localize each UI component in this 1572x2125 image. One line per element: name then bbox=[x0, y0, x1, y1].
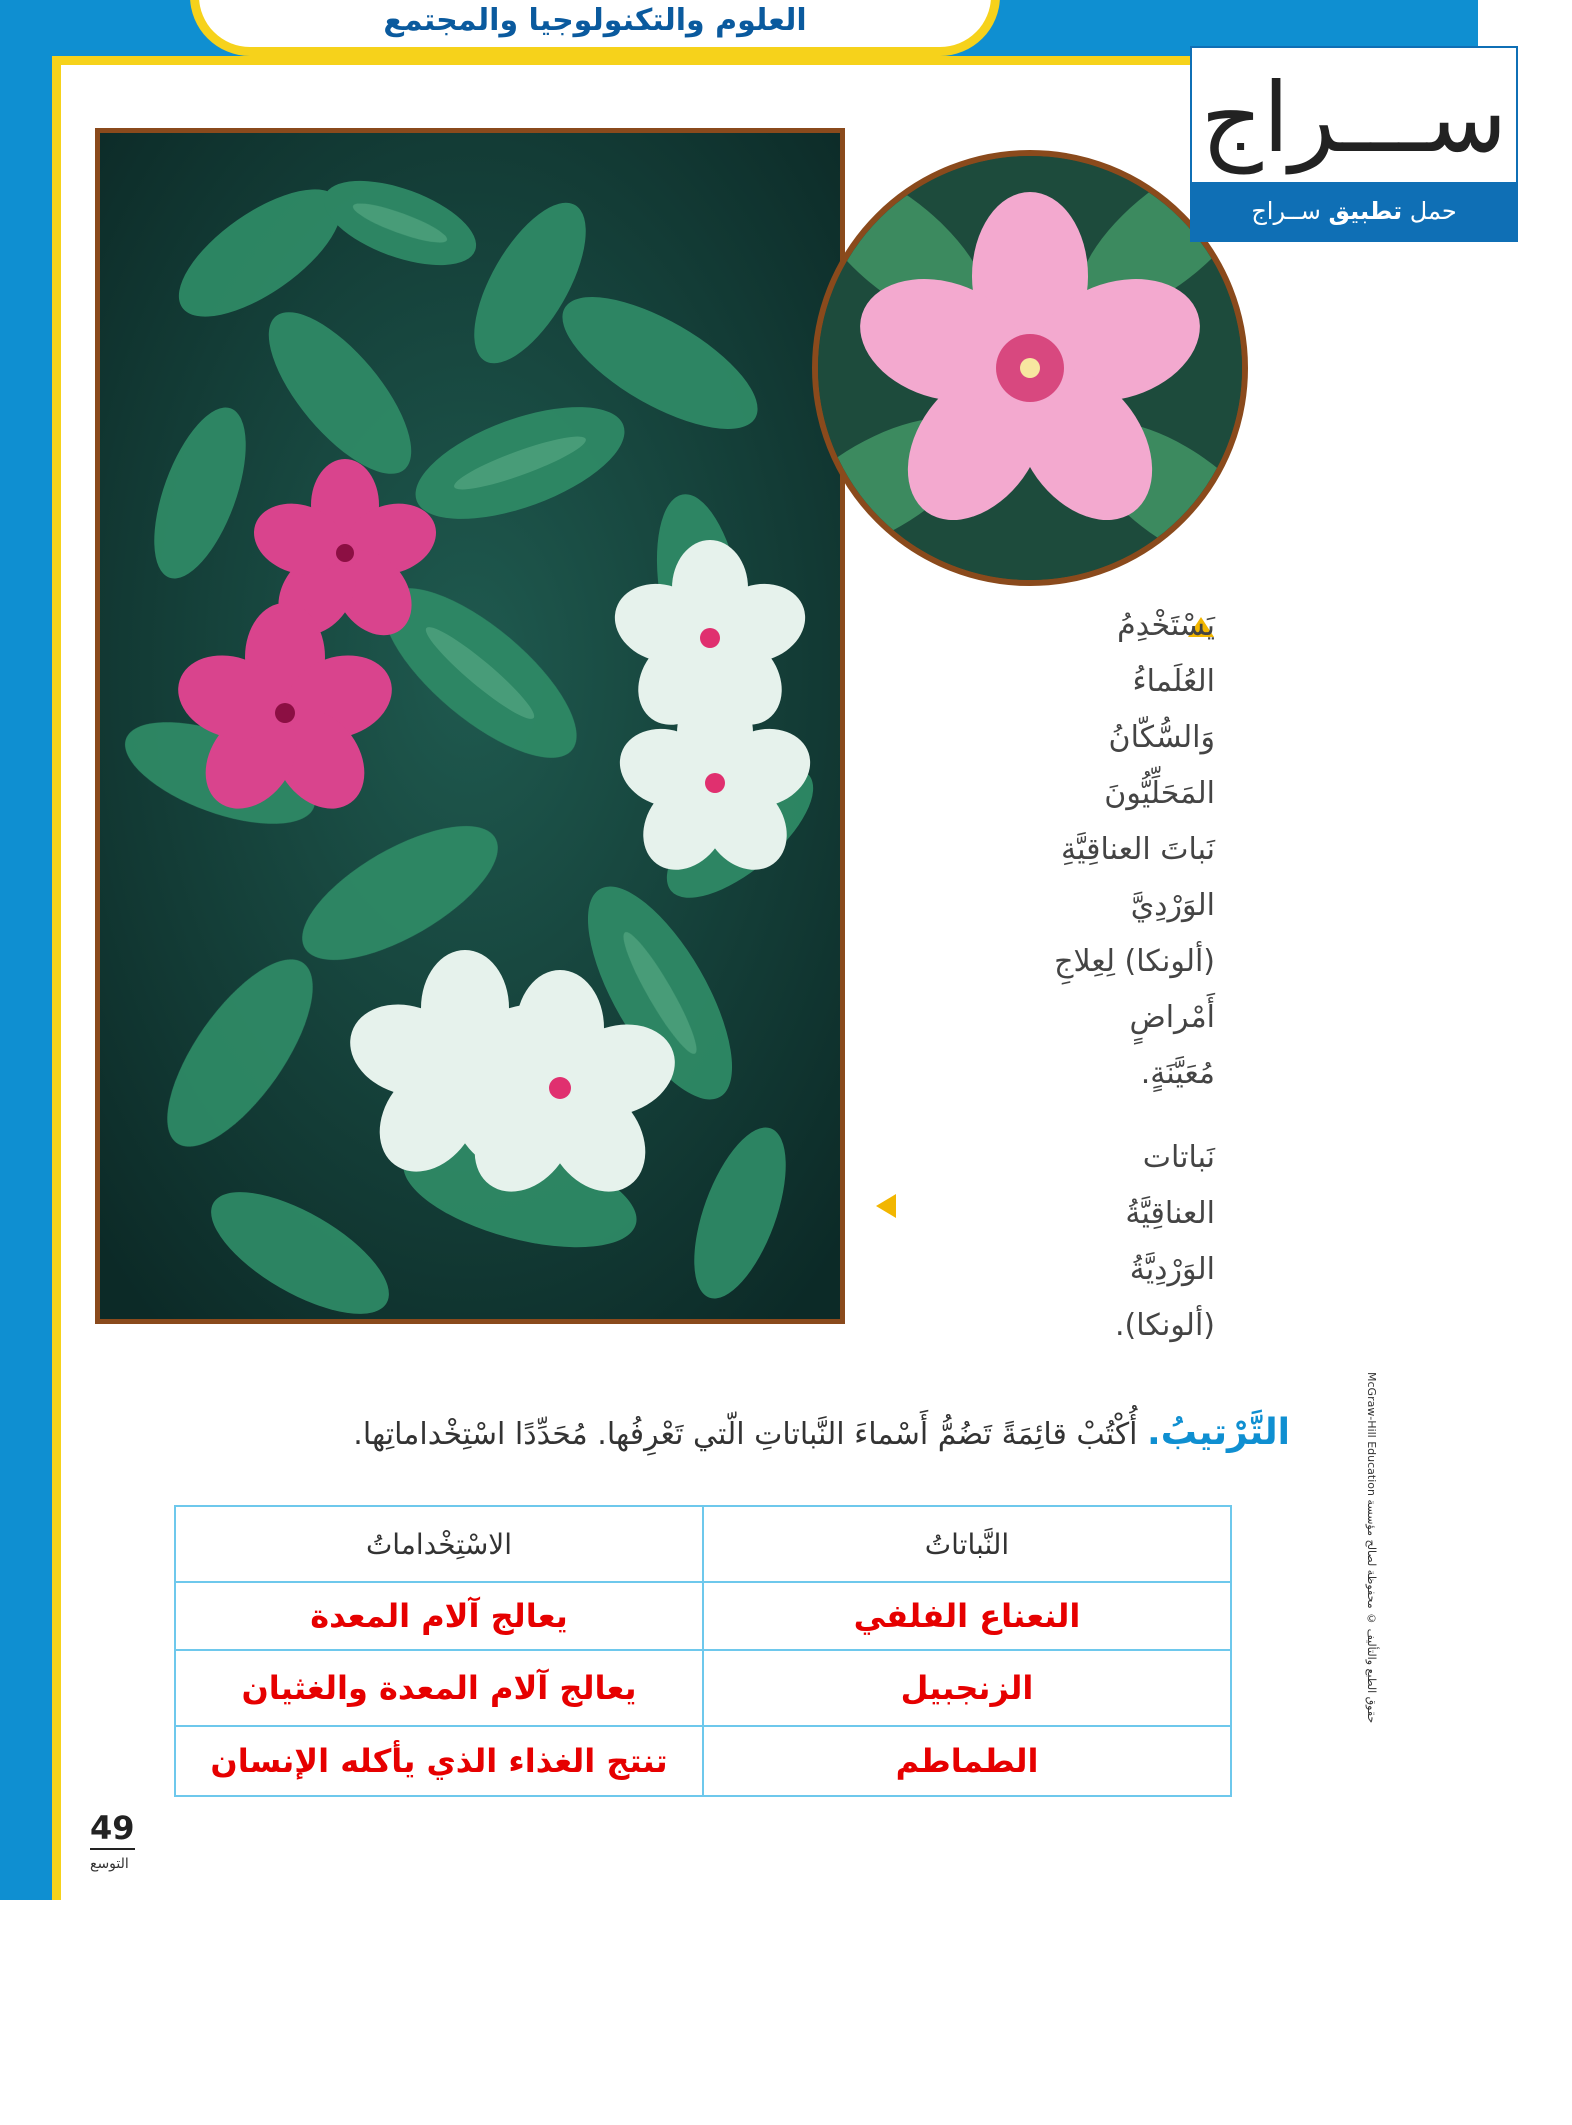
header-tab bbox=[190, 0, 1000, 56]
table-row bbox=[175, 1582, 1231, 1650]
caption-triangle-left-icon bbox=[876, 1194, 896, 1218]
plant-cell[interactable]: الطماطم bbox=[703, 1726, 1231, 1796]
activity-keyword: التَّرْتيبُ. bbox=[1147, 1412, 1290, 1453]
left-blue-bar bbox=[0, 0, 52, 1900]
flower-closeup-photo bbox=[812, 150, 1248, 586]
flowers-photo-illustration bbox=[100, 133, 840, 1319]
logo-tagline-suffix: ســراج bbox=[1251, 197, 1321, 225]
copyright-note: McGraw-Hill Education حقوق الطبع والتأليف © محفوظة لصالح مؤسسة bbox=[1365, 1372, 1378, 1724]
plant-cell[interactable]: النعناع الفلفي bbox=[703, 1582, 1231, 1650]
siraj-logo bbox=[1190, 46, 1518, 242]
plants-uses-table bbox=[174, 1505, 1232, 1797]
section-title: العلوم والتكنولوجيا والمجتمع bbox=[383, 3, 807, 38]
photo-caption: نَباتات العناقِيَّةُ الوَرْدِيَّةُ (ألونكا). bbox=[1115, 1140, 1215, 1343]
plant-cell[interactable]: الزنجبيل bbox=[703, 1650, 1231, 1726]
uses-column-header: الاسْتِخْداماتُ bbox=[175, 1506, 703, 1582]
page-number: 49 bbox=[90, 1808, 135, 1850]
logo-tagline bbox=[1192, 182, 1516, 240]
page-section-label: التوسع bbox=[90, 1856, 129, 1872]
flowers-photo bbox=[95, 128, 845, 1324]
table-row bbox=[175, 1726, 1231, 1796]
activity-instruction bbox=[120, 1412, 1290, 1453]
logo-word: ســـراج bbox=[1200, 62, 1508, 174]
closeup-caption: يَسْتَخْدِمُ العُلَماءُ وَالسُّكّانُ المَحَلِّيُّونَ نَباتَ العناقِيَّةِ الوَرْدِيَّ (ألونكا) لِعِلاجِ أَمْراضٍ مُعَيَّنَةٍ. bbox=[1054, 608, 1215, 1091]
logo-tagline-strong: تطبيق bbox=[1328, 197, 1403, 225]
logo-tagline-prefix: حمل bbox=[1409, 197, 1457, 225]
activity-text: أُكْتُبْ قائِمَةً تَضُمُّ أَسْماءَ النَّباتاتِ الّتي تَعْرِفُها. مُحَدِّدًا اسْتِخْداماتِها. bbox=[353, 1417, 1138, 1452]
table-row bbox=[175, 1650, 1231, 1726]
use-cell[interactable]: تنتج الغذاء الذي يأكله الإنسان bbox=[175, 1726, 703, 1796]
use-cell[interactable]: يعالج آلام المعدة bbox=[175, 1582, 703, 1650]
table-header-row bbox=[175, 1506, 1231, 1582]
use-cell[interactable]: يعالج آلام المعدة والغثيان bbox=[175, 1650, 703, 1726]
left-yellow-line bbox=[52, 56, 61, 1900]
plants-column-header: النَّباتاتُ bbox=[703, 1506, 1231, 1582]
flower-closeup-illustration bbox=[818, 156, 1242, 580]
